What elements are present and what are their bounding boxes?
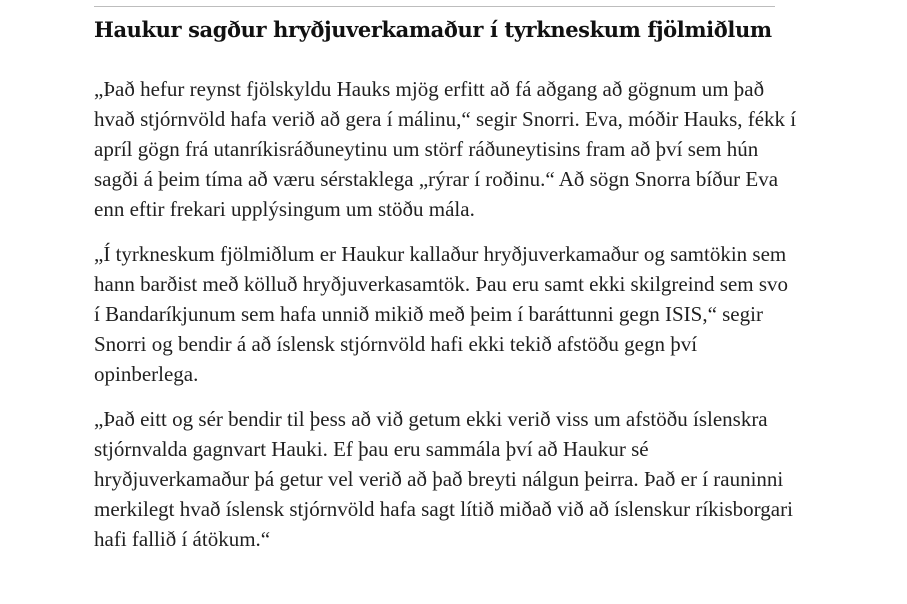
section-heading: Haukur sagður hryðjuverkamaður í tyrkneskum fjölmiðlum	[94, 17, 772, 42]
paragraph-3: „Það eitt og sér bendir til þess að við getum ekki verið viss um afstöðu íslenskra stjórnvalda gagnvart Hauki. Ef þau eru sammála því að Haukur sé hryðjuverkamaður þá getur vel verið að það breyti nálgun þeirra. Það er í rauninni merkilegt hvað íslensk stjórnvöld hafa sagt lítið miðað við að íslenskur ríkisborgari hafi fallið í átökum.“	[94, 407, 793, 551]
paragraph-2: „Í tyrkneskum fjölmiðlum er Haukur kallaður hryðjuverkamaður og samtökin sem hann barðist með kölluð hryðjuverkasamtök. Þau eru samt ekki skilgreind sem svo í Bandaríkjunum sem hafa unnið mikið með þeim í baráttunni gegn ISIS,“ segir Snorri og bendir á að íslensk stjórnvöld hafi ekki tekið afstöðu gegn því opinberlega.	[94, 242, 789, 386]
paragraph-1: „Það hefur reynst fjölskyldu Hauks mjög erfitt að fá aðgang að gögnum um það hvað stjórnvöld hafa verið að gera í málinu,“ segir Snorri. Eva, móðir Hauks, fékk í apríl gögn frá utanríkisráðuneytinu um störf ráðuneytisins fram að því sem hún sagði á þeim tíma að væru sérstaklega „rýrar í roðinu.“ Að sögn Snorra bíður Eva enn eftir frekari upplýsingum um stöðu mála.	[94, 77, 797, 221]
top-divider	[94, 6, 775, 7]
article-body	[94, 74, 799, 569]
